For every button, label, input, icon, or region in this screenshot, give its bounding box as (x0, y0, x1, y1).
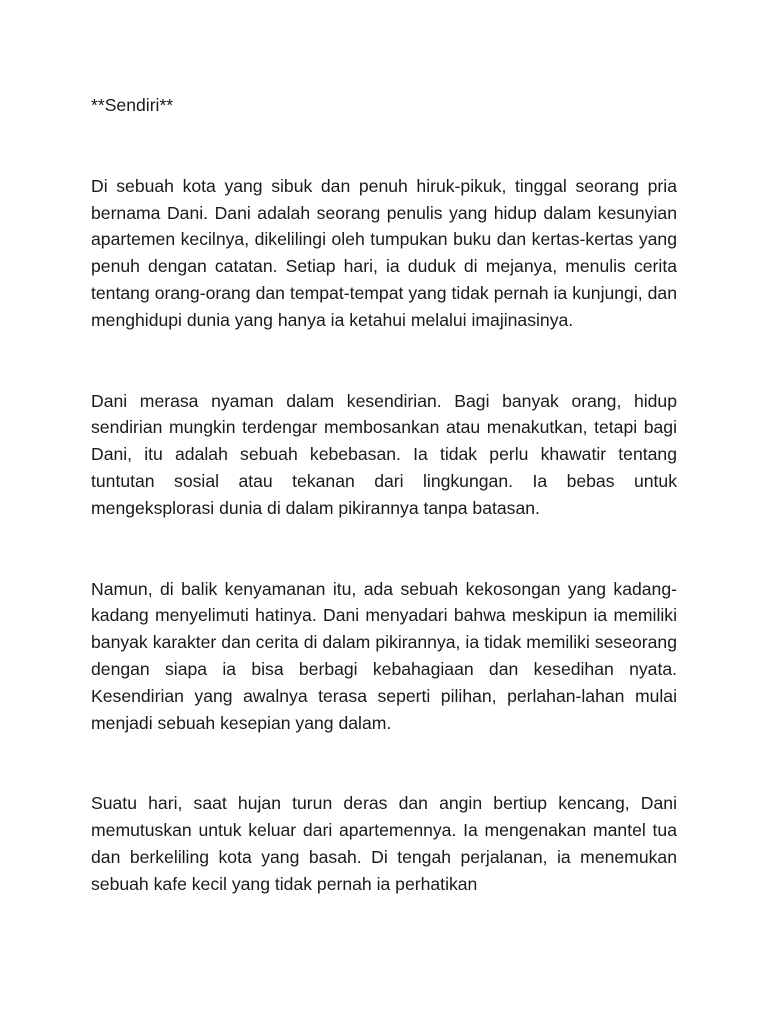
paragraph-2: Dani merasa nyaman dalam kesendirian. Bagi banyak orang, hidup sendirian mungkin terdengar membosankan atau menakutkan, tetapi bagi Dani, itu adalah sebuah kebebasan. Ia tidak perlu khawatir tentang tuntutan sosial atau tekanan dari lingkungan. Ia bebas untuk mengeksplorasi dunia di dalam pikirannya tanpa batasan. (91, 390, 677, 518)
paragraph-4: Suatu hari, saat hujan turun deras dan angin bertiup kencang, Dani memutuskan untuk keluar dari apartemennya. Ia mengenakan mantel tua dan berkeliling kota yang basah. Di tengah perjalanan, ia menemukan sebuah kafe kecil yang tidak pernah ia perhatikan (91, 793, 677, 894)
document-title: **Sendiri** (91, 95, 174, 115)
paragraph-3: Namun, di balik kenyamanan itu, ada sebuah kekosongan yang kadang-kadang menyelimuti hatinya. Dani menyadari bahwa meskipun ia memiliki banyak karakter dan cerita di dalam pikirannya, ia tidak memiliki seseorang dengan siapa ia bisa berbagi kebahagiaan dan kesedihan nyata. Kesendirian yang awalnya terasa seperti pilihan, perlahan-lahan mulai menjadi sebuah kesepian yang dalam. (91, 578, 677, 733)
paragraph-1: Di sebuah kota yang sibuk dan penuh hiruk-pikuk, tinggal seorang pria bernama Dani. Dani adalah seorang penulis yang hidup dalam kesunyian apartemen kecilnya, dikelilingi oleh tumpukan buku dan kertas-kertas yang penuh dengan catatan. Setiap hari, ia duduk di mejanya, menulis cerita tentang orang-orang dan tempat-tempat yang tidak pernah ia kunjungi, dan menghidupi dunia yang hanya ia ketahui melalui imajinasinya. (91, 175, 677, 330)
document-body (91, 92, 677, 898)
